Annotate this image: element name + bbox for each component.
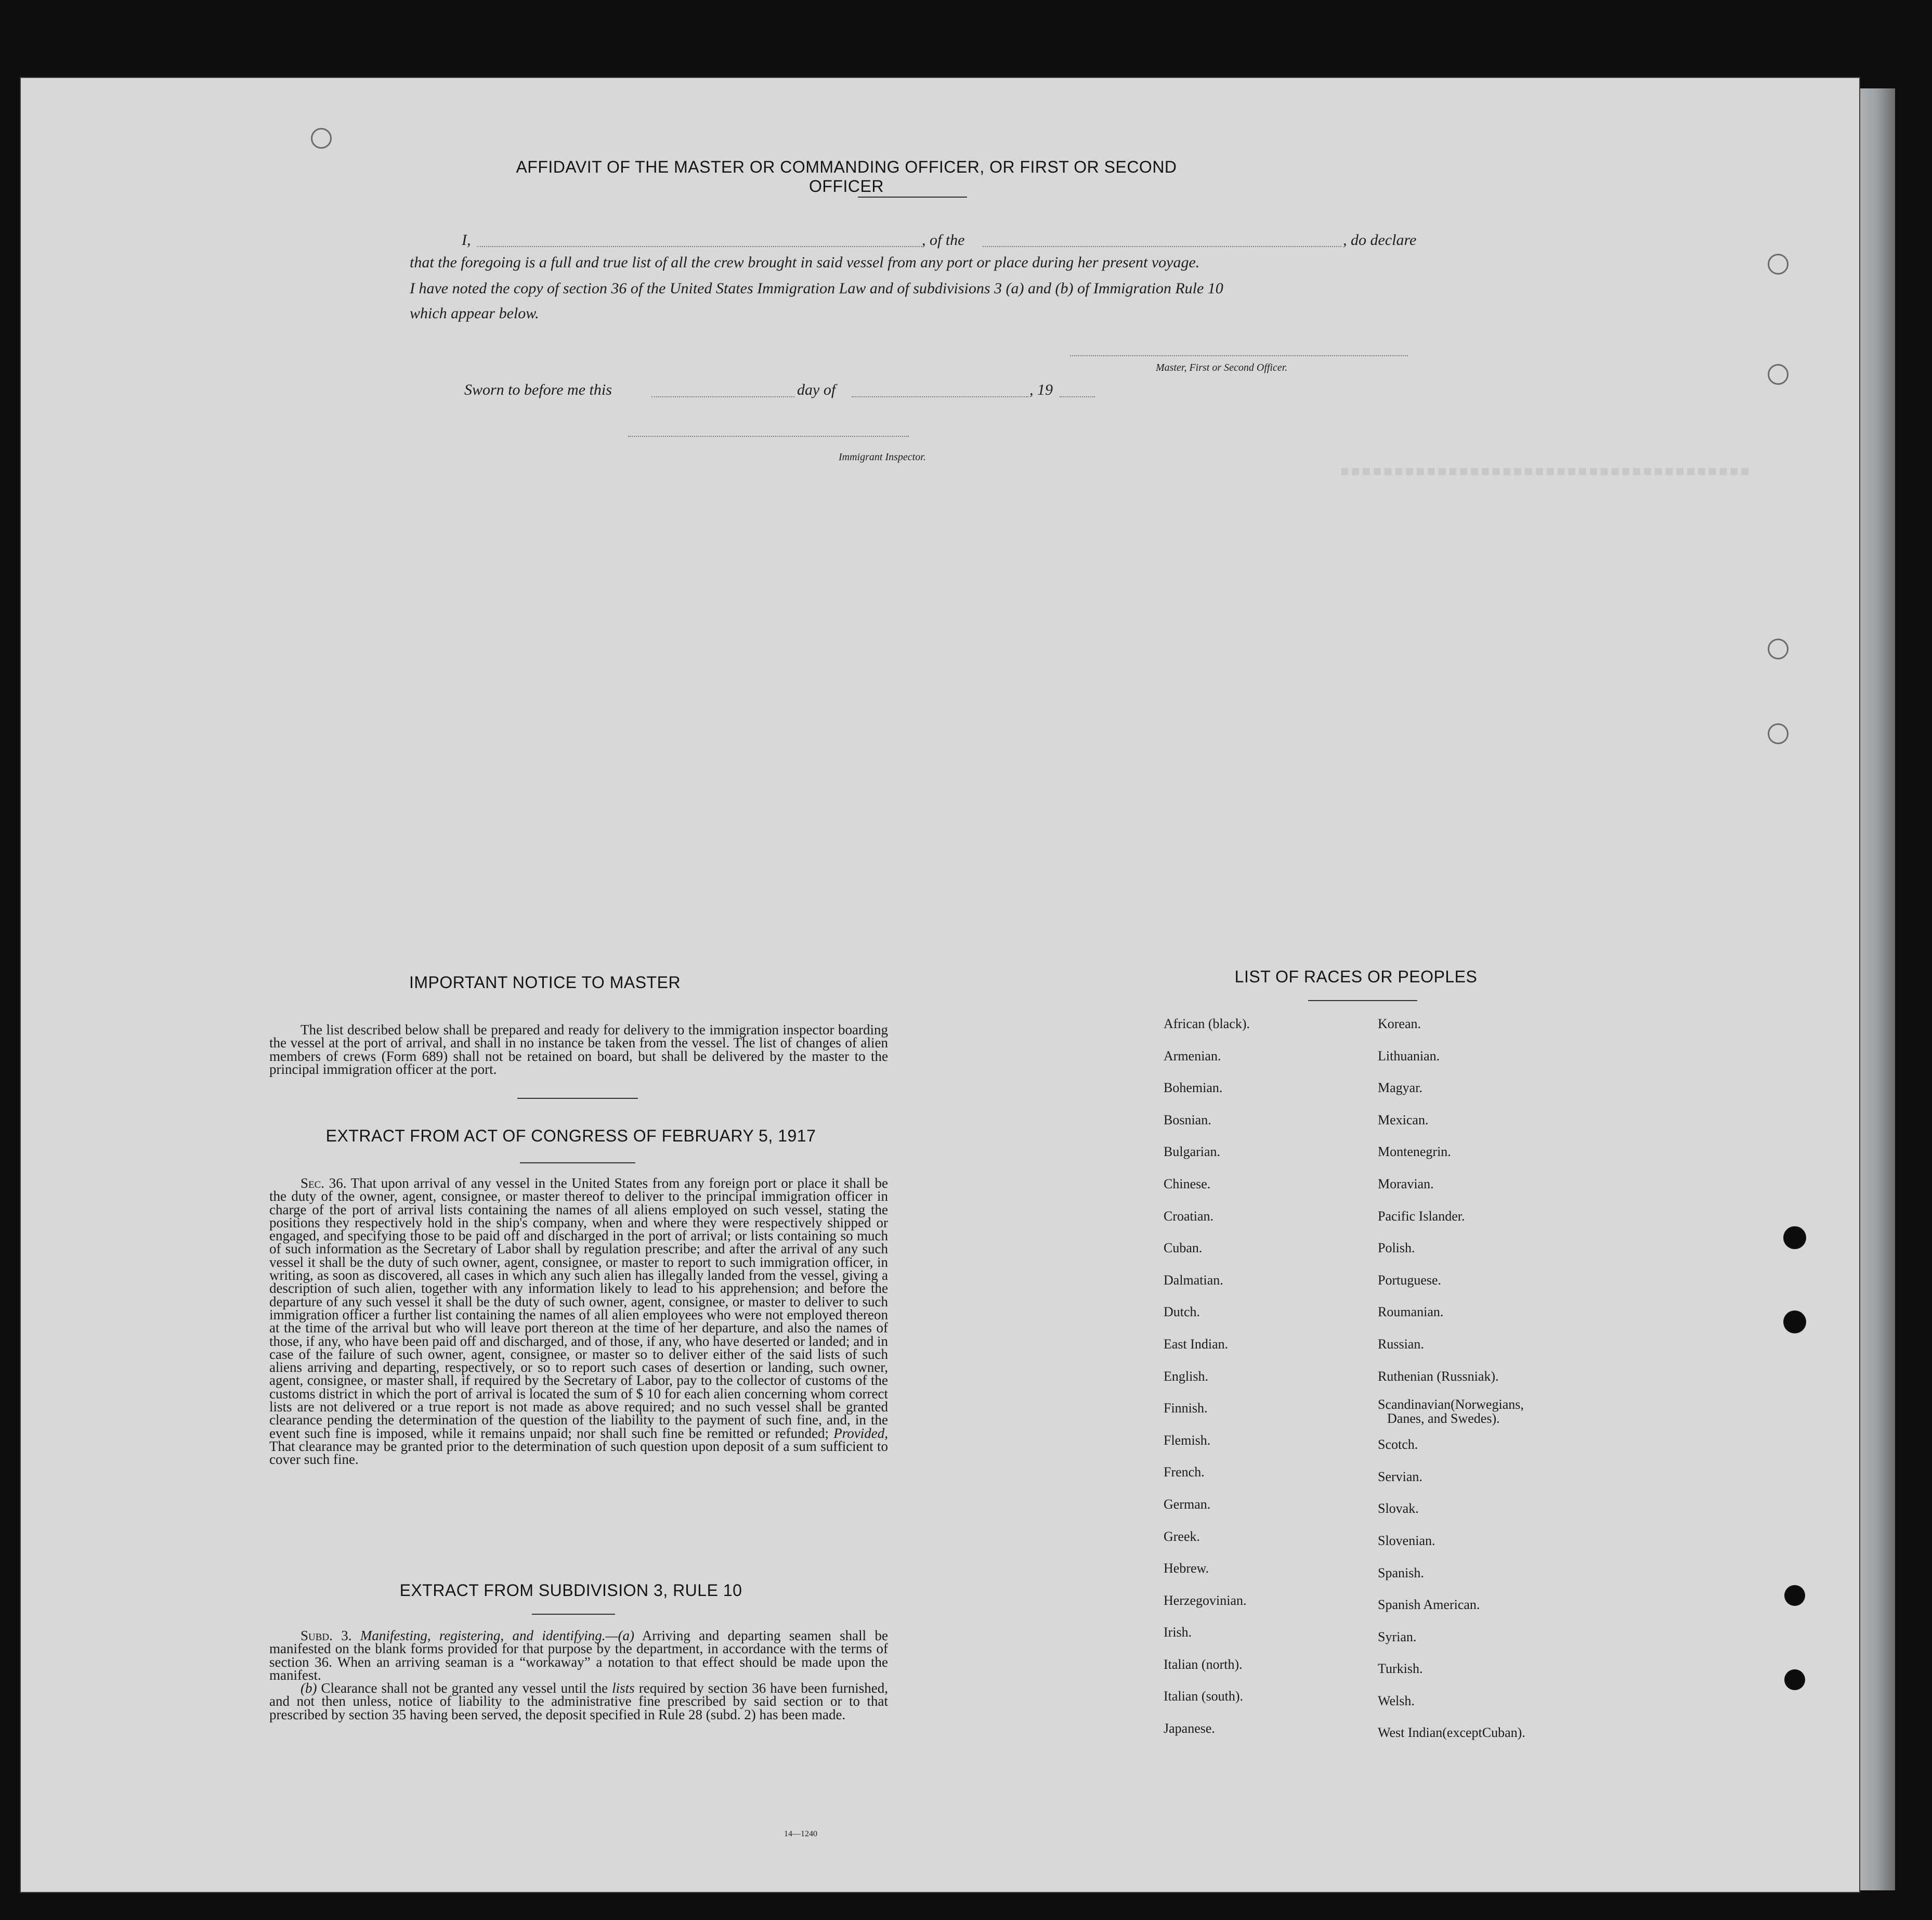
document-page <box>20 77 1860 1893</box>
race-item: German. <box>1164 1496 1211 1512</box>
affidavit-line-4: which appear below. <box>410 305 539 322</box>
name-field[interactable] <box>477 246 922 247</box>
affidavit-i: I, <box>462 231 471 249</box>
race-item: Hebrew. <box>1164 1561 1209 1576</box>
inspector-label: Immigrant Inspector. <box>839 451 926 463</box>
sworn-day-field[interactable] <box>651 396 794 397</box>
race-item: Welsh. <box>1378 1693 1415 1708</box>
race-item: Scotch. <box>1378 1437 1418 1452</box>
race-item: Flemish. <box>1164 1432 1211 1448</box>
race-item: Bosnian. <box>1164 1112 1211 1127</box>
race-item: French. <box>1164 1464 1205 1480</box>
punch-hole <box>1768 639 1789 659</box>
race-item: West Indian(exceptCuban). <box>1378 1725 1525 1741</box>
race-item: Portuguese. <box>1378 1272 1442 1288</box>
binding-hole <box>1783 1311 1806 1333</box>
b-body-2: required by section 36 have been furnished, and not then unless, notice of liability to the administrative fine prescribed by said section or to that prescribed by section 35 having been served, the deposit specified in Rule 28 (subd. 2) has been made. <box>269 1680 889 1722</box>
race-item: Chinese. <box>1164 1176 1211 1191</box>
race-item: Irish. <box>1164 1625 1192 1640</box>
act-text-end: That clearance may be granted prior to the determination of such question upon deposit of a sum sufficient to cover such fine. <box>269 1438 888 1468</box>
race-item: Spanish American. <box>1378 1597 1480 1613</box>
race-item: Slovak. <box>1378 1501 1419 1516</box>
race-item: Lithuanian. <box>1378 1048 1440 1063</box>
notice-title: IMPORTANT NOTICE TO MASTER <box>409 973 681 992</box>
sworn-label: Sworn to before me this <box>464 381 612 398</box>
races-right-column <box>1378 1008 1525 1749</box>
binding-hole <box>1784 1669 1805 1690</box>
divider <box>532 1614 615 1615</box>
signature-label: Master, First or Second Officer. <box>1156 362 1288 373</box>
races-title: LIST OF RACES OR PEOPLES <box>1234 967 1478 986</box>
provided-label: Provided, <box>833 1425 889 1441</box>
affidavit-line-2: that the foregoing is a full and true list of all the crew brought in said vessel from any port or place during her present voyage. <box>410 254 1200 271</box>
race-item: English. <box>1164 1368 1208 1384</box>
race-item: Korean. <box>1378 1016 1421 1031</box>
race-item: Dutch. <box>1164 1304 1200 1320</box>
vessel-field[interactable] <box>983 246 1341 247</box>
a-body: Arriving and departing seamen shall be manifested on the blank forms provided for that purpose by the department, in accordance with the terms of section 36. When an arriving seaman is a “workaway” a notation to that effect should be made upon the manifest. <box>269 1628 888 1683</box>
race-item: African (black). <box>1164 1016 1250 1031</box>
race-item: Mexican. <box>1378 1112 1429 1127</box>
rule-title: EXTRACT FROM SUBDIVISION 3, RULE 10 <box>399 1581 742 1600</box>
race-item: Montenegrin. <box>1378 1144 1451 1160</box>
race-item: Croatian. <box>1164 1208 1214 1224</box>
binding-hole <box>1783 1226 1806 1249</box>
race-item: Roumanian. <box>1378 1304 1444 1320</box>
divider <box>858 197 967 198</box>
race-item: Scandinavian(Norwegians, <box>1378 1397 1524 1412</box>
divider <box>1308 1000 1417 1001</box>
notice-body <box>269 1023 888 1076</box>
punch-hole <box>1768 723 1789 744</box>
b-label: (b) <box>301 1680 317 1696</box>
act-title: EXTRACT FROM ACT OF CONGRESS OF FEBRUARY 5, 1917 <box>325 1126 816 1145</box>
race-item: Danes, and Swedes). <box>1387 1411 1500 1426</box>
race-item: Magyar. <box>1378 1080 1422 1096</box>
subd-heading: Manifesting, registering, and identifying. <box>360 1628 606 1643</box>
race-item: Italian (south). <box>1164 1689 1244 1704</box>
race-item: Dalmatian. <box>1164 1272 1223 1288</box>
races-left-column <box>1164 1008 1250 1745</box>
race-item: Ruthenian (Russniak). <box>1378 1368 1499 1384</box>
race-item: Turkish. <box>1378 1661 1423 1677</box>
sworn-year-field[interactable] <box>1060 396 1095 397</box>
act-text: That upon arrival of any vessel in the United States from any foreign port or place it shall be the duty of the owner, agent, consignee, or master thereof to deliver to the principal immigration officer in charge of the port of arrival lists containing the names of all aliens employed on such vessel, stating the positions they respectively hold in the ship's company, when and where they were respectively shipped or engaged, and specifying those to be paid off and discharged in the port of arrival; or lists containing so much of such information as the Secretary of Labor shall by regulation prescribe; and after the arrival of any such vessel it shall be the duty of such owner, agent, consignee, or master to report to such immigration officer, in writing, as soon as discovered, all cases in which any such alien has illegally landed from the vessel, giving a description of such alien, together with any information likely to lead to his apprehension; and before the departure of any such vessel it shall be the duty of such owner, agent, consignee, or master to deliver to such immigration officer a further list containing the names of all alien employees who were not employed thereon at the time of the arrival but who will leave port thereon at the time of her departure, and also the names of those, if any, who have been paid off and discharged, and of those, if any, who have deserted or landed; and in case of the failure of such owner, agent, consignee, or master so to deliver either of the said lists of such aliens arriving and departing, respectively, or so to report such cases of desertion or landing, such owner, agent, consignee, or master shall, if required by the Secretary of Labor, pay to the collector of customs of the customs district in which the port of arrival is located the sum of $ 10 for each alien concerning whom correct lists are not delivered or a true report is not made as above required; and no such vessel shall be granted clearance pending the determination of the question of the liability to the payment of such fine, and, in the event such fine is imposed, while it remains unpaid; nor shall such fine be remitted or refunded; <box>269 1175 888 1441</box>
affidavit-declare: , do declare <box>1343 231 1417 249</box>
punch-hole <box>311 128 332 149</box>
race-item: Bulgarian. <box>1164 1144 1221 1160</box>
divider <box>520 1162 635 1163</box>
race-item: Bohemian. <box>1164 1080 1223 1096</box>
race-item: Spanish. <box>1378 1565 1424 1580</box>
year-label: , 19 <box>1029 381 1053 398</box>
race-item: Slovenian. <box>1378 1533 1435 1548</box>
race-item: Herzegovinian. <box>1164 1592 1247 1608</box>
race-item: Pacific Islander. <box>1378 1208 1465 1224</box>
race-item: Syrian. <box>1378 1629 1417 1644</box>
a-label: —(a) <box>605 1628 635 1643</box>
b-body-1: Clearance shall not be granted any vessel until the <box>321 1680 608 1696</box>
punch-hole <box>1768 254 1789 275</box>
affidavit-of-the: , of the <box>922 231 965 249</box>
affidavit-line-3: I have noted the copy of section 36 of the United States Immigration Law and of subdivisions 3 (a) and (b) of Immigration Rule 10 <box>410 280 1223 297</box>
divider <box>517 1098 638 1099</box>
punch-hole <box>1768 364 1789 385</box>
binding-hole <box>1784 1585 1805 1606</box>
rule-body <box>269 1629 888 1721</box>
affidavit-title: AFFIDAVIT OF THE MASTER OR COMMANDING OFFICER, OR FIRST OR SECOND OFFICER <box>516 158 1177 196</box>
b-lists: lists <box>612 1680 635 1696</box>
form-number: 14—1240 <box>784 1830 817 1838</box>
race-item: Finnish. <box>1164 1400 1208 1416</box>
day-of-label: day of <box>797 381 836 398</box>
race-item: Greek. <box>1164 1528 1200 1544</box>
race-item: East Indian. <box>1164 1336 1229 1352</box>
race-item: Polish. <box>1378 1240 1415 1256</box>
race-item: Moravian. <box>1378 1176 1434 1191</box>
race-item: Japanese. <box>1164 1721 1215 1736</box>
sec-label: Sec. 36. <box>301 1175 347 1191</box>
notice-text: The list described below shall be prepared and ready for delivery to the immigration inspector boarding the vessel at the port of arrival, and shall in no instance be taken from the vessel. The list of changes of alien members of crews (Form 689) shall not be retained on board, but shall be delivered by the master to the principal immigration officer at the port. <box>269 1022 888 1077</box>
race-item: Cuban. <box>1164 1240 1203 1256</box>
signature-field[interactable] <box>1070 355 1408 356</box>
race-item: Armenian. <box>1164 1048 1221 1063</box>
sworn-month-field[interactable] <box>852 396 1028 397</box>
race-item: Servian. <box>1378 1469 1422 1484</box>
subd-label: Subd. 3. <box>301 1628 352 1643</box>
bleed-through: ■■■■■■■■■■■■■■■■■■■■■■■■■■■■■■■■■■■■■■ <box>1340 464 1752 481</box>
race-item: Italian (north). <box>1164 1656 1243 1672</box>
race-item: Russian. <box>1378 1336 1424 1352</box>
act-body <box>269 1177 888 1467</box>
inspector-signature-field[interactable] <box>628 436 909 437</box>
